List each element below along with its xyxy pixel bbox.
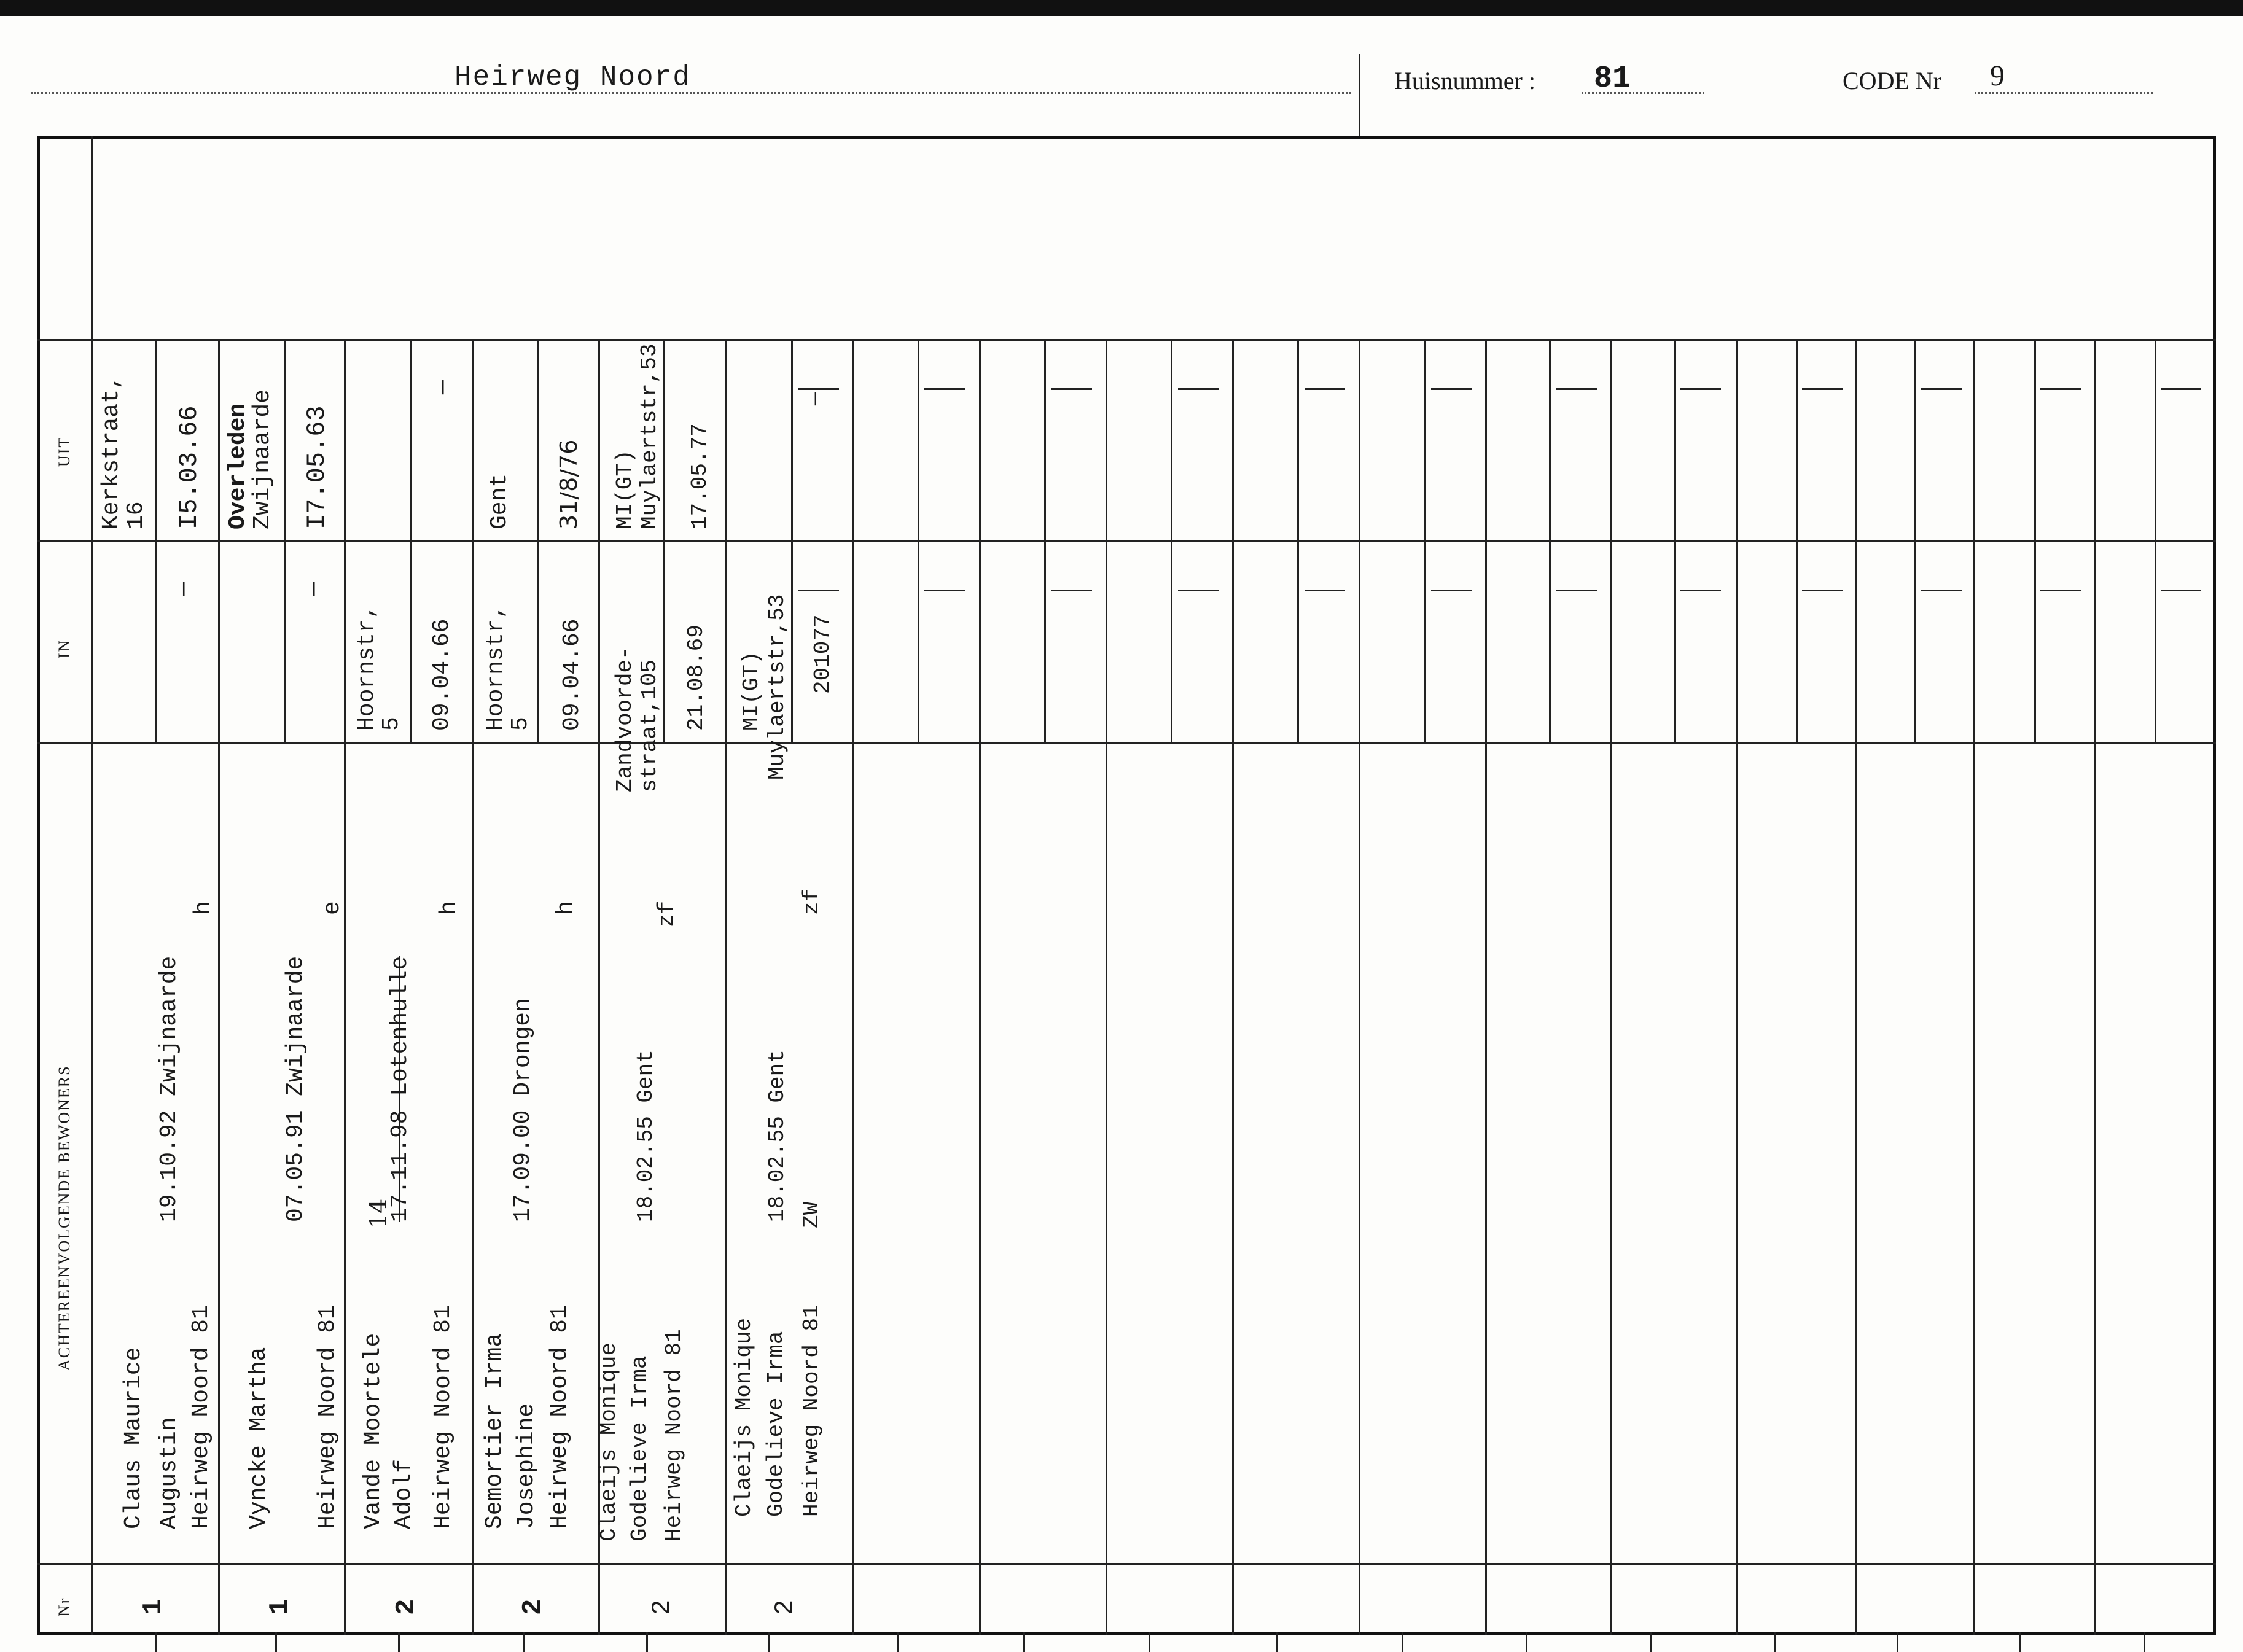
bottom-tick	[2144, 1632, 2145, 1652]
row-1-address: Heirweg Noord 81	[188, 1305, 214, 1529]
row-6-address: Heirweg Noord 81	[799, 1304, 824, 1517]
row-3-in-date: 09.04.66	[429, 618, 455, 731]
empty-dash	[1051, 590, 1092, 591]
col-divider	[1736, 339, 1738, 1635]
street-dotted-line	[31, 92, 1351, 94]
col-divider	[725, 339, 727, 1635]
row-5-in-place-2: straat,105	[637, 659, 662, 792]
row-5-name-line2: Godelieve Irma	[627, 1355, 652, 1541]
row-6-in-place-2: Muylaertstr,53	[765, 594, 790, 780]
sub-divider	[918, 339, 919, 742]
header-divider	[1359, 54, 1360, 136]
code-label: CODE Nr	[1843, 67, 1942, 95]
row-3-address: Heirweg Noord 81	[430, 1305, 456, 1529]
col-divider	[1855, 339, 1857, 1635]
col-divider	[1485, 339, 1487, 1635]
house-number-dotted-line	[1582, 92, 1704, 94]
sub-divider	[1674, 339, 1676, 742]
empty-dash	[2161, 590, 2201, 591]
row-3-in-place-1: Hoornstr,	[354, 604, 380, 731]
row-line-in-bewoners	[37, 742, 2216, 744]
empty-dash	[1305, 590, 1345, 591]
col-divider	[1610, 339, 1612, 1635]
row-4-address: Heirweg Noord 81	[547, 1305, 573, 1529]
sub-divider	[1796, 339, 1798, 742]
empty-dash	[798, 388, 839, 390]
row-1-rel: h	[190, 901, 217, 915]
row-1-uit-place-1: Kerkstraat,	[98, 375, 125, 529]
sub-divider	[791, 339, 793, 742]
sub-divider	[1044, 339, 1046, 742]
row-4-uit-place: Gent	[486, 473, 513, 529]
column-label-uit: UIT	[55, 436, 73, 467]
row-line-bewoners-nr	[37, 1563, 2216, 1565]
row-3-name-line1: Vande Moortele	[360, 1333, 386, 1529]
row-4-nr: 2	[518, 1599, 548, 1615]
row-5-name-line1: Claeijs Monique	[596, 1342, 622, 1541]
bottom-tick	[1774, 1632, 1776, 1652]
house-number-label: Huisnummer :	[1394, 67, 1535, 95]
street-name: Heirweg Noord	[454, 61, 691, 93]
sub-divider	[155, 339, 157, 742]
empty-dash	[1431, 590, 1472, 591]
bottom-tick	[523, 1632, 525, 1652]
row-6-extra: ZW	[799, 1201, 824, 1228]
row-5-in-date: 21.08.69	[684, 625, 709, 731]
bottom-tick	[1897, 1632, 1898, 1652]
row-3-birth-note: 14	[365, 1198, 392, 1228]
bottom-tick	[646, 1632, 648, 1652]
bottom-tick	[1526, 1632, 1527, 1652]
row-2-birth: 07.05.91 Zwijnaarde	[283, 956, 309, 1222]
empty-dash	[1680, 388, 1721, 390]
top-edge-bar	[0, 0, 2243, 16]
column-label-bewoners: ACHTEREENVOLGENDE BEWONERS	[55, 1065, 73, 1371]
sub-divider	[1297, 339, 1299, 742]
row-1-uit-place-2: 16	[123, 501, 149, 529]
row-5-uit-place-2: Muylaertstr,53	[637, 343, 662, 529]
row-5-birth: 18.02.55 Gent	[633, 1050, 658, 1222]
row-1-in-date: —	[171, 582, 197, 596]
row-2-in-date: —	[301, 582, 327, 596]
row-5-in-place-1: Zandvoorde-	[612, 646, 638, 792]
row-line-top-area	[37, 339, 2216, 341]
empty-dash	[1680, 590, 1721, 591]
row-2-uit-date: I7.05.63	[302, 405, 332, 529]
empty-dash	[924, 388, 965, 390]
col-divider	[2094, 339, 2096, 1635]
bottom-tick	[398, 1632, 400, 1652]
row-1-nr: 1	[138, 1599, 169, 1615]
col-divider	[1973, 339, 1975, 1635]
row-6-in-place-1: MI(GT)	[739, 651, 764, 731]
empty-dash	[1431, 388, 1472, 390]
col-divider	[979, 339, 981, 1635]
empty-dash	[1921, 590, 1962, 591]
row-3-birth: 17.11.98 Lotenhulle	[387, 956, 413, 1222]
row-1-uit-date: I5.03.66	[174, 405, 204, 529]
house-number-value: 81	[1594, 61, 1631, 96]
code-number-value: 9	[1990, 60, 2005, 92]
row-3-rel: h	[436, 901, 462, 915]
row-2-name-line1: Vyncke Martha	[246, 1347, 272, 1529]
empty-dash	[1556, 590, 1597, 591]
bottom-tick	[1650, 1632, 1652, 1652]
row-4-rel: h	[553, 901, 579, 915]
row-4-in-date: 09.04.66	[559, 618, 585, 731]
empty-dash	[798, 590, 839, 591]
row-6-name-line2: Godelieve Irma	[763, 1331, 789, 1517]
sub-divider	[1549, 339, 1551, 742]
row-1-birth: 19.10.92 Zwijnaarde	[156, 956, 182, 1222]
row-2-address: Heirweg Noord 81	[314, 1305, 341, 1529]
sub-divider	[2155, 339, 2156, 742]
sub-divider	[2034, 339, 2036, 742]
col-divider	[1232, 339, 1234, 1635]
sub-divider	[537, 339, 539, 742]
row-2-uit-place-1: Overleden	[225, 403, 251, 529]
row-5-nr: 2	[647, 1599, 677, 1615]
empty-dash	[1802, 388, 1843, 390]
column-label-in: IN	[55, 639, 73, 658]
row-line-uit-in	[37, 540, 2216, 542]
row-5-rel: zf	[654, 900, 679, 927]
label-column-divider	[91, 136, 93, 1635]
empty-dash	[1556, 388, 1597, 390]
bottom-tick	[275, 1632, 277, 1652]
col-divider	[1359, 339, 1360, 1635]
bottom-tick	[155, 1632, 157, 1652]
row-4-birth: 17.09.00 Drongen	[510, 998, 536, 1222]
sub-divider	[1424, 339, 1426, 742]
col-divider	[1106, 339, 1107, 1635]
row-2-rel: e	[319, 901, 346, 915]
bottom-tick	[1276, 1632, 1278, 1652]
row-2-uit-place-2: Zwijnaarde	[249, 389, 276, 529]
row-6-uit-date: —	[803, 392, 828, 405]
empty-dash	[1921, 388, 1962, 390]
row-5-uit-place-1: MI(GT)	[612, 450, 638, 529]
empty-dash	[2161, 388, 2201, 390]
row-6-rel: zf	[799, 888, 824, 915]
row-4-name-line1: Semortier Irma	[482, 1333, 508, 1529]
column-label-nr: Nr	[55, 1597, 73, 1616]
col-divider	[218, 339, 220, 1635]
sub-divider	[1914, 339, 1916, 742]
row-6-in-date: 201077	[810, 614, 835, 694]
sub-divider	[410, 339, 412, 742]
row-3-nr: 2	[391, 1599, 422, 1615]
row-4-uit-date: 31/8/76	[555, 439, 582, 529]
row-2-nr: 1	[265, 1599, 295, 1615]
row-6-name-line1: Claeijs Monique	[731, 1317, 757, 1517]
row-3-uit-date: —	[430, 380, 456, 394]
sub-divider	[663, 339, 665, 742]
row-6-nr: 2	[770, 1599, 800, 1615]
row-1-name-line2: Augustin	[156, 1417, 182, 1529]
empty-dash	[2040, 590, 2081, 591]
bottom-tick	[1402, 1632, 1403, 1652]
row-5-uit-date: 17.05.77	[687, 423, 712, 529]
col-divider	[344, 339, 346, 1635]
code-dotted-line	[1975, 92, 2153, 94]
row-3-name-line2: Adolf	[391, 1459, 417, 1529]
col-divider	[472, 339, 474, 1635]
empty-dash	[924, 590, 965, 591]
row-4-name-line2: Josephine	[513, 1403, 540, 1529]
row-6-birth: 18.02.55 Gent	[765, 1050, 790, 1222]
empty-dash	[1051, 388, 1092, 390]
bottom-tick	[897, 1632, 899, 1652]
row-4-in-place-1: Hoornstr,	[483, 604, 509, 731]
bottom-tick	[2019, 1632, 2021, 1652]
empty-dash	[1305, 388, 1345, 390]
empty-dash	[1178, 388, 1219, 390]
bottom-tick	[768, 1632, 770, 1652]
empty-dash	[2040, 388, 2081, 390]
bottom-tick	[1023, 1632, 1025, 1652]
row-4-in-place-2: 5	[507, 717, 534, 731]
sub-divider	[284, 339, 286, 742]
row-3-in-place-2: 5	[378, 717, 405, 731]
sub-divider	[1171, 339, 1172, 742]
row-5-address: Heirweg Noord 81	[661, 1329, 687, 1541]
empty-dash	[1178, 590, 1219, 591]
bottom-tick	[1149, 1632, 1150, 1652]
empty-dash	[1802, 590, 1843, 591]
col-divider	[852, 339, 854, 1635]
row-1-name-line1: Claus Maurice	[120, 1347, 147, 1529]
